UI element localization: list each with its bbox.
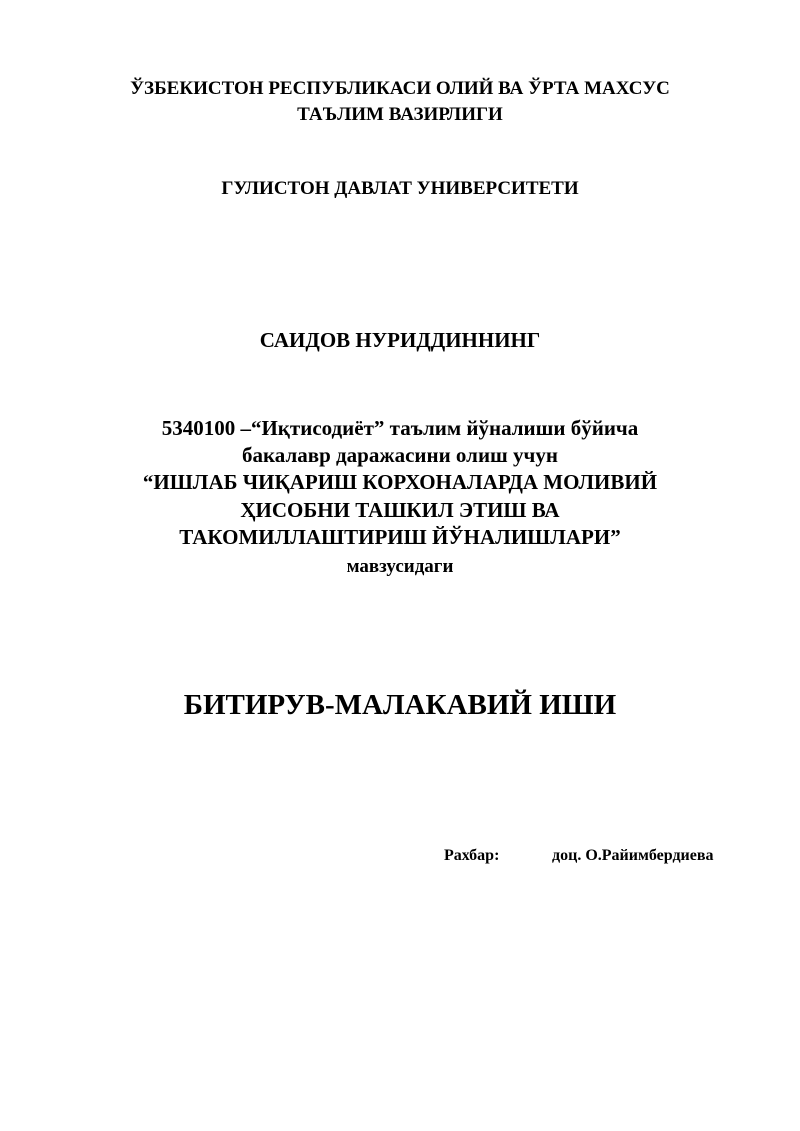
work-type-title: БИТИРУВ-МАЛАКАВИЙ ИШИ	[183, 689, 617, 721]
degree-program-line: 5340100 –“Иқтисодиёт” таълим йўналиши бўйича	[161, 416, 639, 440]
thesis-topic-line-3: ТАКОМИЛЛАШТИРИШ ЙЎНАЛИШЛАРИ”	[179, 525, 621, 549]
supervisor-label: Рахбар:	[444, 847, 500, 864]
topic-suffix: мавзусидаги	[346, 556, 454, 577]
ministry-title-line-1: ЎЗБЕКИСТОН РЕСПУБЛИКАСИ ОЛИЙ ВА ЎРТА МАХСУС	[130, 78, 670, 99]
author-name: САИДОВ НУРИДДИННИНГ	[259, 328, 541, 352]
university-name: ГУЛИСТОН ДАВЛАТ УНИВЕРСИТЕТИ	[221, 178, 579, 199]
degree-purpose-line: бакалавр даражасини олиш учун	[242, 443, 558, 467]
ministry-title-line-2: ТАЪЛИМ ВАЗИРЛИГИ	[297, 104, 503, 125]
thesis-topic-line-2: ҲИСОБНИ ТАШКИЛ ЭТИШ ВА	[240, 498, 560, 522]
thesis-topic-line-1: “ИШЛАБ ЧИҚАРИШ КОРХОНАЛАРДА МОЛИВИЙ	[142, 470, 658, 494]
supervisor-name: доц. О.Райимбердиева	[552, 847, 714, 864]
